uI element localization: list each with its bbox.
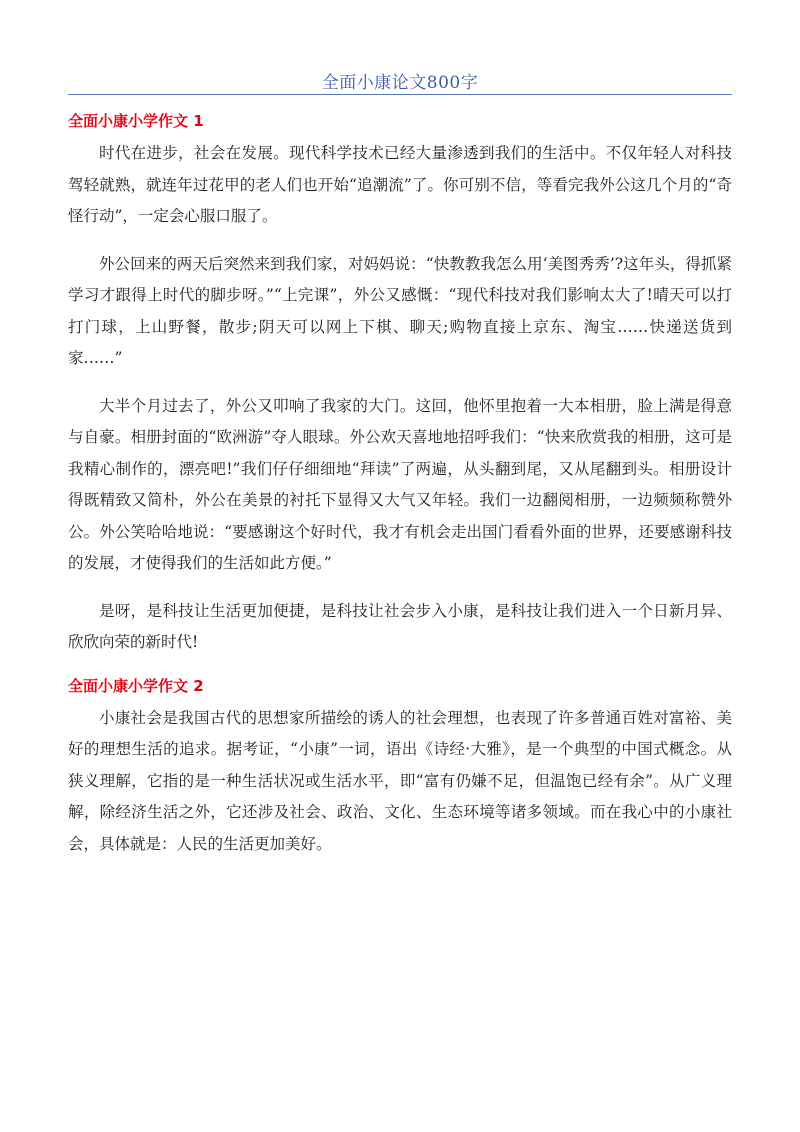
paragraph: 大半个月过去了，外公又叩响了我家的大门。这回，他怀里抱着一大本相册，脸上满是得意与自豪。相册封面的“欧洲游”夺人眼球。外公欢天喜地地招呼我们：“快来欣赏我的相册，这可是我精心制作的，漂亮吧!”我们仔仔细细地“拜读”了两遍，从头翻到尾，又从尾翻到头。相册设计得既精致又简朴，外公在美景的衬托下显得又大气又年轻。我们一边翻阅相册，一边频频称赞外公。外公笑哈哈地说：“要感谢这个好时代，我才有机会走出国门看看外面的世界，还要感谢科技的发展，才使得我们的生活如此方便。” [68, 396, 732, 572]
paragraph: 是呀，是科技让生活更加便捷，是科技让社会步入小康，是科技让我们进入一个日新月异、欣欣向荣的新时代! [68, 601, 732, 651]
paragraph: 外公回来的两天后突然来到我们家，对妈妈说：“快教教我怎么用‘美图秀秀’?这年头，得抓紧学习才跟得上时代的脚步呀。”“上完课”，外公又感慨：“现代科技对我们影响太大了!晴天可以打打门球，上山野餐，散步;阴天可以网上下棋、聊天;购物直接上京东、淘宝……快递送货到家……” [68, 254, 732, 367]
essay-section-2 [68, 675, 732, 861]
document-body [68, 110, 732, 876]
document-title: 全面小康论文800字 [321, 73, 479, 93]
paragraph: 小康社会是我国古代的思想家所描绘的诱人的社会理想，也表现了许多普通百姓对富裕、美好的理想生活的追求。据考证，“小康”一词，语出《诗经·大雅》，是一个典型的中国式概念。从狭义理解，它指的是一种生活状况或生活水平，即“富有仍嫌不足，但温饱已经有余”。从广义理解，除经济生活之外，它还涉及社会、政治、文化、生态环境等诸多领域。而在我心中的小康社会，具体就是：人民的生活更加美好。 [68, 708, 732, 853]
essay-section-1 [68, 110, 732, 659]
title-divider [68, 94, 732, 95]
paragraph: 时代在进步，社会在发展。现代科学技术已经大量渗透到我们的生活中。不仅年轻人对科技驾轻就熟，就连年过花甲的老人们也开始“追潮流”了。你可别不信，等看完我外公这几个月的“奇怪行动”，一定会心服口服了。 [68, 144, 732, 225]
section-heading: 全面小康小学作文 1 [68, 112, 204, 130]
section-heading: 全面小康小学作文 2 [68, 676, 204, 695]
